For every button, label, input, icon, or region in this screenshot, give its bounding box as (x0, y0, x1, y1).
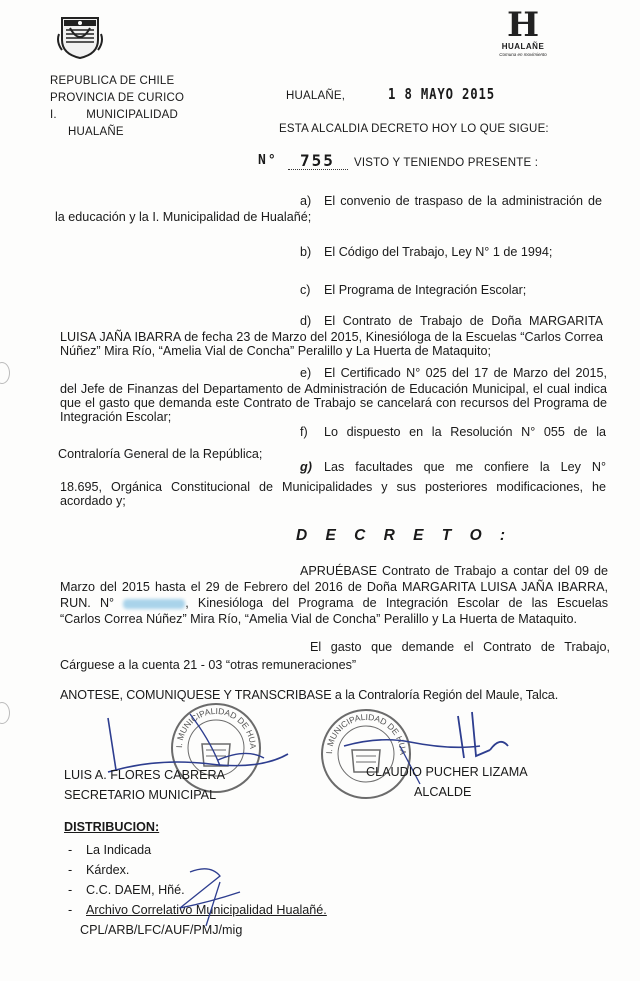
run-label: RUN. N° (60, 596, 115, 610)
decreto-p1-line-2: Marzo del 2015 hasta el 29 de Febrero del 2016 de Doña MARGARITA LUISA JAÑA IBARRA, (60, 580, 608, 594)
bullet-dash: - (68, 843, 73, 857)
issuer-province: PROVINCIA DE CURICO (50, 92, 185, 104)
consideration-e-first-line (60, 366, 607, 380)
mayor-role: ALCALDE (414, 785, 472, 799)
redacted-run-number (123, 599, 185, 609)
decreto-p1-line-3 (60, 596, 608, 610)
consideration-continuation: Contraloría General de la República; (58, 447, 263, 461)
consideration-letter: b) (300, 245, 312, 259)
consideration-g (60, 460, 606, 508)
consideration-text: El Certificado N° 025 del 17 de Marzo del 2015, (324, 366, 607, 380)
distribution-item-text: La Indicada (86, 843, 152, 857)
issuer-commune: HUALAÑE (68, 126, 124, 138)
distribution-item-text: Archivo Correlativo Municipalidad Hualañé. (86, 903, 327, 917)
decreto-p1-line-3-text: , Kinesióloga del Programa de Integración Escolar de las Escuelas (185, 596, 608, 610)
decree-place: HUALAÑE, (286, 90, 346, 102)
initials-scribble (150, 862, 270, 932)
consideration-continuation: 18.695, Orgánica Constitucional de Municipalidades y sus posteriores modificaciones, he acordado y; (60, 480, 606, 508)
secretary-signature-block (64, 768, 225, 802)
secretary-role: SECRETARIO MUNICIPAL (64, 788, 217, 802)
decreto-p2-rest: Cárguese a la cuenta 21 - 03 “otras remuneraciones” (60, 658, 357, 672)
hualane-logo (496, 5, 550, 62)
consideration-f-first-line (58, 425, 606, 439)
consideration-text: El convenio de traspaso de la administración de (324, 194, 602, 208)
distribution-item (68, 843, 364, 857)
decreto-p1-first-line: APRUÉBASE Contrato de Trabajo a contar del 09 de (300, 564, 608, 578)
decreto-title: D E C R E T O : (296, 527, 513, 544)
consideration-a (55, 194, 602, 224)
distribution-item-text: Kárdex. (86, 863, 130, 877)
decreto-p1-line-4: “Carlos Correa Núñez” Mira Río, “Amelia Vial de Concha” Peralillo y La Huerta de Mataquito. (60, 612, 578, 626)
secretary-name: LUIS A. FLORES CABRERA (64, 768, 225, 782)
decreto-paragraph-1 (60, 564, 608, 626)
bullet-dash: - (68, 903, 73, 917)
consideration-text: El Programa de Integración Escolar; (324, 283, 527, 297)
consideration-d (60, 314, 603, 358)
hualane-logo-tagline: Comuna en movimiento (499, 52, 547, 57)
consideration-continuation: LUISA JAÑA IBARRA de fecha 23 de Marzo del 2015, Kinesióloga de la Escuelas “Carlos Correa Núñez” Mira Río, “Amelia Vial de Concha” Peralillo y La Huerta de Mataquito; (60, 330, 603, 358)
consideration-letter: f) (300, 425, 308, 439)
decree-number: 755 (300, 151, 335, 170)
distribution-item-text: C.C. DAEM, Hñé. (86, 883, 185, 897)
decree-number-underline (288, 169, 348, 170)
consideration-letter: a) (300, 194, 312, 208)
distribution-initials: CPL/ARB/LFC/AUF/PMJ/mig (80, 923, 243, 937)
hualane-logo-name: HUALAÑE (501, 42, 545, 51)
municipal-crest-logo (56, 12, 104, 60)
consideration-continuation: la educación y la I. Municipalidad de Hualañé; (55, 210, 312, 224)
consideration-g-first-line (60, 460, 606, 474)
distribution-title: DISTRIBUCION: (64, 820, 160, 834)
consideration-text: El Contrato de Trabajo de Doña MARGARITA (324, 314, 603, 328)
consideration-f (58, 425, 606, 461)
mayor-stamp-text: I. MUNICIPALIDAD DE HUA (323, 711, 409, 756)
consideration-text: Las facultades que me confiere la Ley N° (324, 460, 606, 474)
issuer-block (50, 73, 250, 141)
consideration-letter: c) (300, 283, 311, 297)
issuer-municipality: MUNICIPALIDAD (86, 109, 179, 121)
consideration-letter: g) (300, 460, 312, 474)
decreto-paragraph-2 (60, 640, 610, 672)
visto-label: VISTO Y TENIENDO PRESENTE : (354, 157, 539, 169)
consideration-c (300, 283, 526, 297)
consideration-text: El Código del Trabajo, Ley N° 1 de 1994; (324, 245, 553, 259)
mayor-signature-block (366, 765, 528, 799)
consideration-text: Lo dispuesto en la Resolución N° 055 de la (324, 425, 606, 439)
decreto-closing: ANOTESE, COMUNIQUESE Y TRANSCRIBASE a la Contraloría Región del Maule, Talca. (60, 688, 559, 702)
consideration-e (60, 366, 607, 424)
issuer-municipality-line (50, 107, 250, 124)
punch-hole-mark (0, 362, 10, 384)
secretary-stamp-text: I. MUNICIPALIDAD DE HUA (173, 705, 259, 750)
consideration-a-first-line (55, 194, 602, 208)
consideration-continuation: del Jefe de Finanzas del Departamento de Administración de Educación Municipal, el cual indica que el gasto que demanda este Contrato de Trabajo se cancelará con recursos del Programa de Integración Escolar; (60, 382, 607, 424)
mayor-name: CLAUDIO PUCHER LIZAMA (366, 765, 528, 779)
consideration-letter: d) (300, 314, 312, 328)
decree-number-prefix: N° (258, 153, 278, 168)
consideration-d-first-line (60, 314, 603, 328)
bullet-dash: - (68, 883, 73, 897)
decree-number-line (258, 153, 598, 173)
issuer-country: REPUBLICA DE CHILE (50, 75, 175, 87)
bullet-dash: - (68, 863, 73, 877)
decree-date-stamp: 1 8 MAYO 2015 (388, 85, 495, 103)
decreto-p2-first-line: El gasto que demande el Contrato de Trabajo, (310, 640, 610, 654)
punch-hole-mark (0, 702, 10, 724)
consideration-b (300, 245, 552, 259)
decree-statement: ESTA ALCALDIA DECRETO HOY LO QUE SIGUE: (279, 123, 549, 135)
hualane-logo-letter: H (506, 5, 540, 45)
consideration-letter: e) (300, 366, 312, 380)
issuer-prefix: I. (50, 109, 57, 121)
